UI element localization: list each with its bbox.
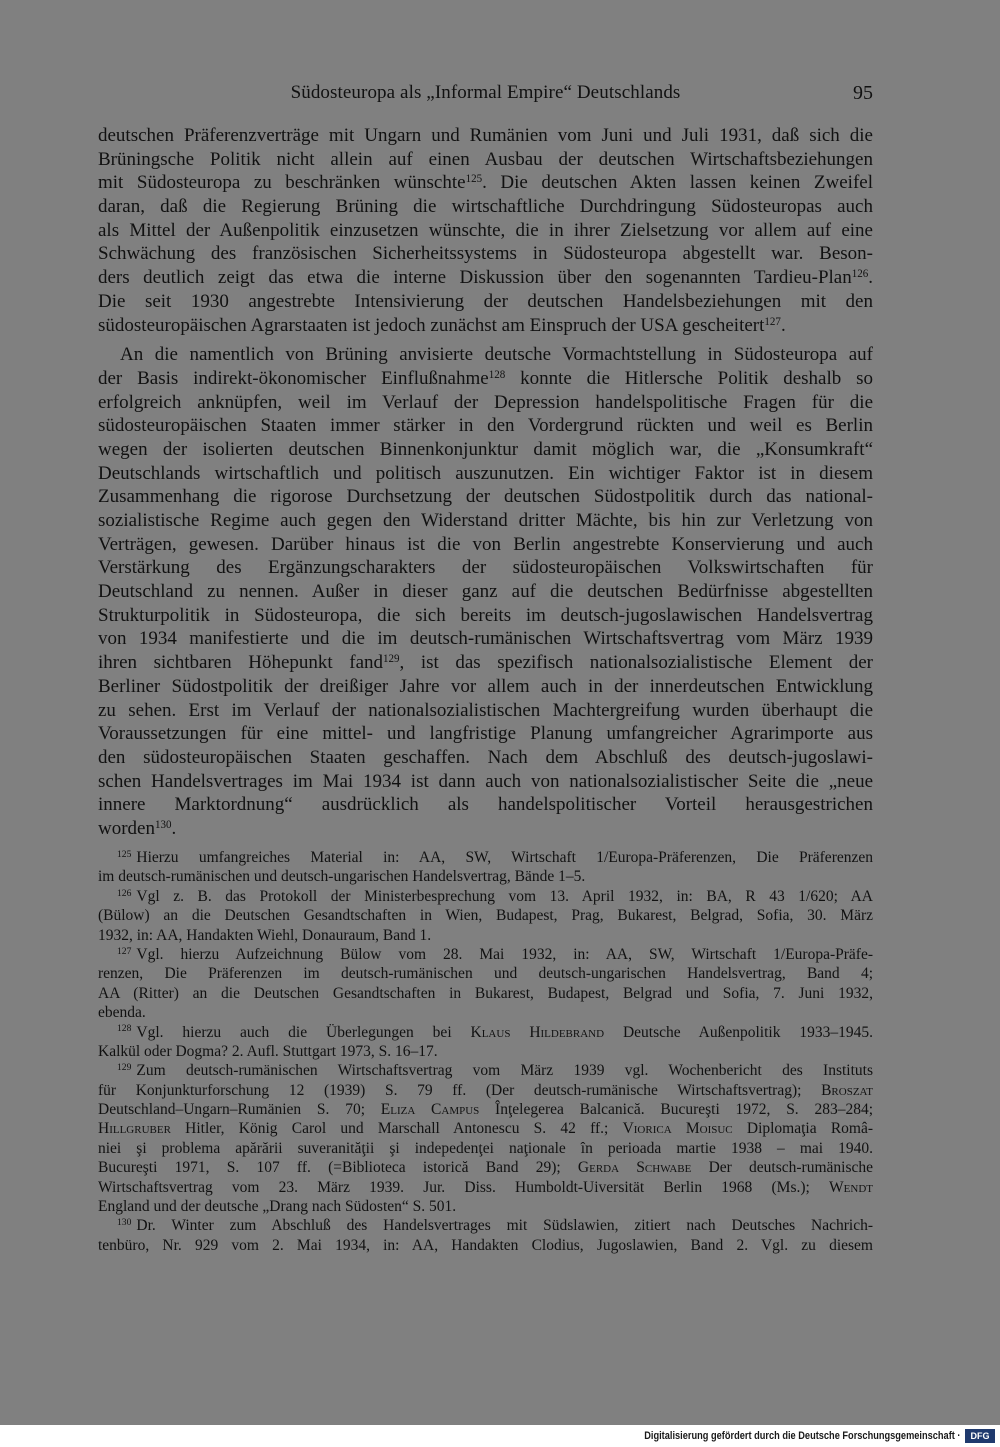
text-run: erfolgreich anknüpfen, weil im Verlauf der Depression handelspolitische Fragen für die	[98, 391, 873, 413]
text-run: Zusammenhang die rigorose Durchsetzung der deutschen Südostpolitik durch das national-	[98, 486, 873, 508]
author-name: Eliza Campus	[380, 1101, 480, 1119]
footnote-line	[98, 1042, 873, 1061]
text-line	[98, 699, 873, 723]
footnote-line	[98, 926, 873, 945]
text-run: ihren sichtbaren Höhepunkt fand	[98, 652, 383, 674]
text-run: Vgl. hierzu Aufzeichnung Bülow vom 28. Mai 1932, in: AA, SW, Wirtschaft 1/Europa-Präfe-	[136, 945, 873, 963]
paragraph	[98, 343, 873, 840]
text-run: Hitler, König Carol und Marschall Antonescu S. 42 ff.;	[170, 1120, 623, 1138]
text-line	[98, 509, 873, 533]
text-line	[98, 219, 873, 243]
footnote-ref: 129	[383, 653, 400, 666]
text-run: Deutschland–Ungarn–Rumänien S. 70;	[98, 1101, 381, 1119]
text-line	[98, 195, 873, 219]
text-run: Die seit 1930 angestrebte Intensivierung der deutschen Handelsbeziehungen mit den	[98, 290, 873, 312]
text-run: Wirtschaftsvertrag vom 23. März 1939. Jur. Diss. Humboldt-Uiversität Berlin 1968 (Ms.);	[98, 1178, 830, 1196]
text-run: zu sehen. Erst im Verlauf der nationalsozialistischen Machtergreifung wurden überhaupt die	[98, 699, 873, 721]
footnote-ref: 128	[488, 368, 506, 381]
text-line	[98, 148, 873, 172]
footnote-number: 128	[117, 1023, 132, 1035]
footnote-line	[98, 1178, 873, 1197]
text-run: wegen der isolierten deutschen Binnenkonjunktur damit möglich war, die „Konsumkraft“	[98, 438, 873, 460]
text-line	[98, 314, 873, 338]
digitization-footer	[0, 1425, 1000, 1447]
footnote-line	[98, 1139, 873, 1158]
text-run: im deutsch-rumänischen und deutsch-ungarischen Handelsvertrag, Bände 1–5.	[98, 868, 586, 886]
running-title: Südosteuropa als „Informal Empire“ Deutschlands	[290, 82, 681, 103]
footnote	[98, 1023, 873, 1062]
footnote-line	[98, 1023, 873, 1042]
text-run: .	[868, 267, 873, 289]
text-line	[98, 343, 873, 367]
text-run: Strukturpolitik in Südosteuropa, die sich bereits im deutsch-jugoslawischen Handelsvertrag	[98, 604, 873, 626]
text-line	[98, 604, 873, 628]
text-run: sozialistische Regime auch gegen den Widerstand dritter Mächte, bis hin zur Verletzung von	[98, 510, 873, 531]
author-name: Klaus Hildebrand	[470, 1023, 605, 1041]
text-line	[98, 722, 873, 746]
text-run: worden	[98, 817, 155, 839]
body-text	[98, 124, 873, 841]
text-line	[98, 817, 873, 841]
footnote-line	[98, 1158, 873, 1177]
text-run: 1932, in: AA, Handakten Wiehl, Donauraum, Band 1.	[98, 926, 432, 944]
footnote-line	[98, 906, 873, 925]
text-line	[98, 391, 873, 415]
text-run: Voraussetzungen für eine mittel- und langfristige Planung umfangreicher Agrarimporte aus	[98, 723, 873, 745]
text-run: Dr. Winter zum Abschluß des Handelsvertrages mit Südslawien, zitiert nach Deutsches Nachrich-	[136, 1217, 873, 1235]
text-run: innere Marktordnung“ ausdrücklich als handelspolitischer Vorteil herausgestrichen	[98, 794, 873, 816]
text-line	[98, 651, 873, 675]
text-run: England und der deutsche „Drang nach Südosten“ S. 501.	[98, 1198, 457, 1216]
page-number: 95	[853, 82, 873, 104]
text-run: niei şi problema apărării suveranităţii şi indepedenţei naţionale în perioada martie 1938 – mai 1940.	[98, 1139, 873, 1157]
text-run: Hierzu umfangreiches Material in: AA, SW, Wirtschaft 1/Europa-Präferenzen, Die Präferenzen	[136, 849, 873, 866]
text-run: AA (Ritter) an die Deutschen Gesandtschaften in Bukarest, Budapest, Belgrad und Sofia, 7. Juni 1932,	[98, 984, 873, 1002]
text-run: An die namentlich von Brüning anvisierte deutsche Vormachtstellung in Südosteuropa auf	[120, 344, 873, 366]
footnote-ref: 130	[154, 818, 172, 831]
footnote-ref: 125	[465, 173, 483, 186]
text-line	[98, 242, 873, 266]
text-run: renzen, Die Präferenzen im deutsch-rumänischen und deutsch-ungarischen Handelsvertrag, Band 4;	[98, 965, 873, 983]
text-run: schen Handelsvertrages im Mai 1934 ist dann auch von nationalsozialistischer Seite die „neue	[98, 770, 873, 792]
text-run: Schwächung des französischen Sicherheitssystems in Südosteuropa abgestellt war. Beson-	[98, 243, 873, 265]
footnote-number: 130	[117, 1217, 132, 1229]
footnote-line	[98, 1003, 873, 1022]
text-run: südosteuropäischen Agrarstaaten ist jedoch zunächst am Einspruch der USA gescheitert	[98, 314, 765, 336]
text-run: ders deutlich zeigt das etwa die interne Diskussion über den sogenannten Tardieu-Plan	[98, 267, 852, 289]
footnote-number: 129	[117, 1062, 132, 1074]
footnote-line	[98, 1197, 873, 1216]
text-run: Deutsche Außenpolitik 1933–1945.	[604, 1023, 873, 1041]
footnote-ref: 127	[764, 315, 781, 328]
text-run: .	[780, 314, 786, 336]
text-line	[98, 533, 873, 557]
text-run: Vgl. hierzu auch die Überlegungen bei	[136, 1023, 471, 1041]
text-line	[98, 793, 873, 817]
text-line	[98, 675, 873, 699]
text-run: Brüningsche Politik nicht allein auf einen Ausbau der deutschen Wirtschaftsbeziehungen	[98, 148, 873, 170]
text-run: den südosteuropäischen Staaten geschaffen. Nach dem Abschluß des deutsch-jugoslawi-	[98, 746, 873, 768]
footnote-line	[98, 1236, 873, 1255]
text-run: . Die deutschen Akten lassen keinen Zweifel	[482, 172, 873, 194]
footnote	[98, 1216, 873, 1255]
text-run: konnte die Hitlersche Politik deshalb so	[505, 367, 874, 389]
text-run: südosteuropäischen Staaten immer stärker in den Vordergrund rückten und weil es Berlin	[98, 415, 873, 437]
text-line	[98, 746, 873, 770]
footnote-number: 126	[117, 887, 132, 899]
footnote-line	[98, 945, 873, 964]
text-run: .	[171, 817, 177, 839]
text-run: , ist das spezifisch nationalsozialistische Element der	[399, 652, 873, 674]
footnote-line	[98, 1081, 873, 1100]
text-line	[98, 770, 873, 794]
text-run: deutschen Präferenzverträge mit Ungarn und Rumänien vom Juni und Juli 1931, daß sich die	[98, 125, 873, 146]
text-line	[98, 124, 873, 148]
page-header	[98, 80, 873, 106]
text-run: Vgl z. B. das Protokoll der Ministerbesprechung vom 13. April 1932, in: BA, R 43 1/620; AA	[136, 887, 873, 905]
text-line	[98, 290, 873, 314]
footnote-line	[98, 1216, 873, 1235]
footnote-line	[98, 1061, 873, 1080]
text-line	[98, 171, 873, 195]
text-line	[98, 367, 873, 391]
text-run: Verstärkung des Ergänzungscharakters der südosteuropäischen Volkswirtschaften für	[98, 557, 873, 579]
text-line	[98, 438, 873, 462]
footnote-line	[98, 1119, 873, 1138]
text-run: daran, daß die Regierung Brüning die wirtschaftliche Durchdringung Südosteuropas auch	[98, 196, 873, 218]
footnote-number: 125	[117, 848, 132, 860]
text-run: (Bülow) an die Deutschen Gesandtschaften in Wien, Budapest, Prag, Bukarest, Belgrad, Sofia, 30. März	[98, 907, 873, 925]
paragraph	[98, 124, 873, 337]
footnote	[98, 945, 873, 1023]
credit-text: Digitalisierung gefördert durch die Deutsche Forschungsgemeinschaft	[643, 1430, 955, 1442]
footnote	[98, 1061, 873, 1216]
footnotes	[98, 848, 873, 1255]
text-run: Bucureşti 1971, S. 107 ff. (=Biblioteca istorică Band 29);	[98, 1159, 578, 1177]
digitization-credit	[644, 1429, 960, 1443]
text-line	[98, 485, 873, 509]
dfg-logo: DFG	[965, 1429, 995, 1443]
footnote-ref: 126	[851, 268, 869, 281]
author-name: Broszat	[821, 1081, 873, 1099]
text-run: Diplomaţia Româ-	[732, 1120, 874, 1138]
footnote-line	[98, 848, 873, 867]
text-line	[98, 556, 873, 580]
text-line	[98, 414, 873, 438]
text-run: Înţelegerea Balcanică. Bucureşti 1972, S. 283–284;	[479, 1101, 874, 1119]
text-line	[98, 627, 873, 651]
text-run: Verträgen, gewesen. Darüber hinaus ist die von Berlin angestrebte Konservierung und auch	[98, 533, 873, 555]
text-run: von 1934 manifestierte und die im deutsch-rumänischen Wirtschaftsvertrag vom März 1939	[98, 628, 873, 650]
footnote-line	[98, 1100, 873, 1119]
author-name: Wendt	[829, 1178, 873, 1196]
text-run: Deutschlands wirtschaftlich und politisch auszunutzen. Ein wichtiger Faktor ist in diesem	[98, 462, 873, 484]
footnote	[98, 848, 873, 887]
credit-separator: ·	[956, 1430, 960, 1442]
footnote-line	[98, 984, 873, 1003]
text-line	[98, 462, 873, 486]
text-run: mit Südosteuropa zu beschränken wünschte	[98, 172, 466, 194]
text-run: Kalkül oder Dogma? 2. Aufl. Stuttgart 1973, S. 16–17.	[98, 1042, 438, 1060]
text-run: Zum deutsch-rumänischen Wirtschaftsvertrag vom März 1939 vgl. Wochenbericht des Instituts	[136, 1062, 873, 1080]
author-name: Gerda Schwabe	[577, 1159, 692, 1177]
footnote	[98, 887, 873, 945]
text-run: Der deutsch-rumänische	[691, 1159, 874, 1177]
author-name: Hillgruber	[98, 1120, 171, 1138]
text-run: tenbüro, Nr. 929 vom 2. Mai 1934, in: AA, Handakten Clodius, Jugoslawien, Band 2. Vgl. zu diesem	[98, 1236, 873, 1254]
text-run: Berliner Südostpolitik der dreißiger Jahre vor allem auch in der innerdeutschen Entwicklung	[98, 675, 873, 697]
text-run: Deutschland zu nennen. Außer in dieser ganz auf die deutschen Bedürfnisse abgestellten	[98, 581, 873, 603]
author-name: Viorica Moisuc	[622, 1120, 733, 1138]
text-run: der Basis indirekt-ökonomischer Einflußnahme	[98, 367, 489, 389]
footnote-number: 127	[117, 945, 132, 957]
text-run: für Konjunkturforschung 12 (1939) S. 79 ff. (Der deutsch-rumänische Wirtschaftsvertrag);	[98, 1081, 822, 1099]
text-line	[98, 580, 873, 604]
footnote-line	[98, 887, 873, 906]
footnote-line	[98, 867, 873, 886]
text-run: ebenda.	[98, 1004, 146, 1022]
footnote-line	[98, 964, 873, 983]
text-run: als Mittel der Außenpolitik einzusetzen wünschte, die in ihrer Zielsetzung vor allem auf eine	[98, 219, 873, 241]
text-line	[98, 266, 873, 290]
